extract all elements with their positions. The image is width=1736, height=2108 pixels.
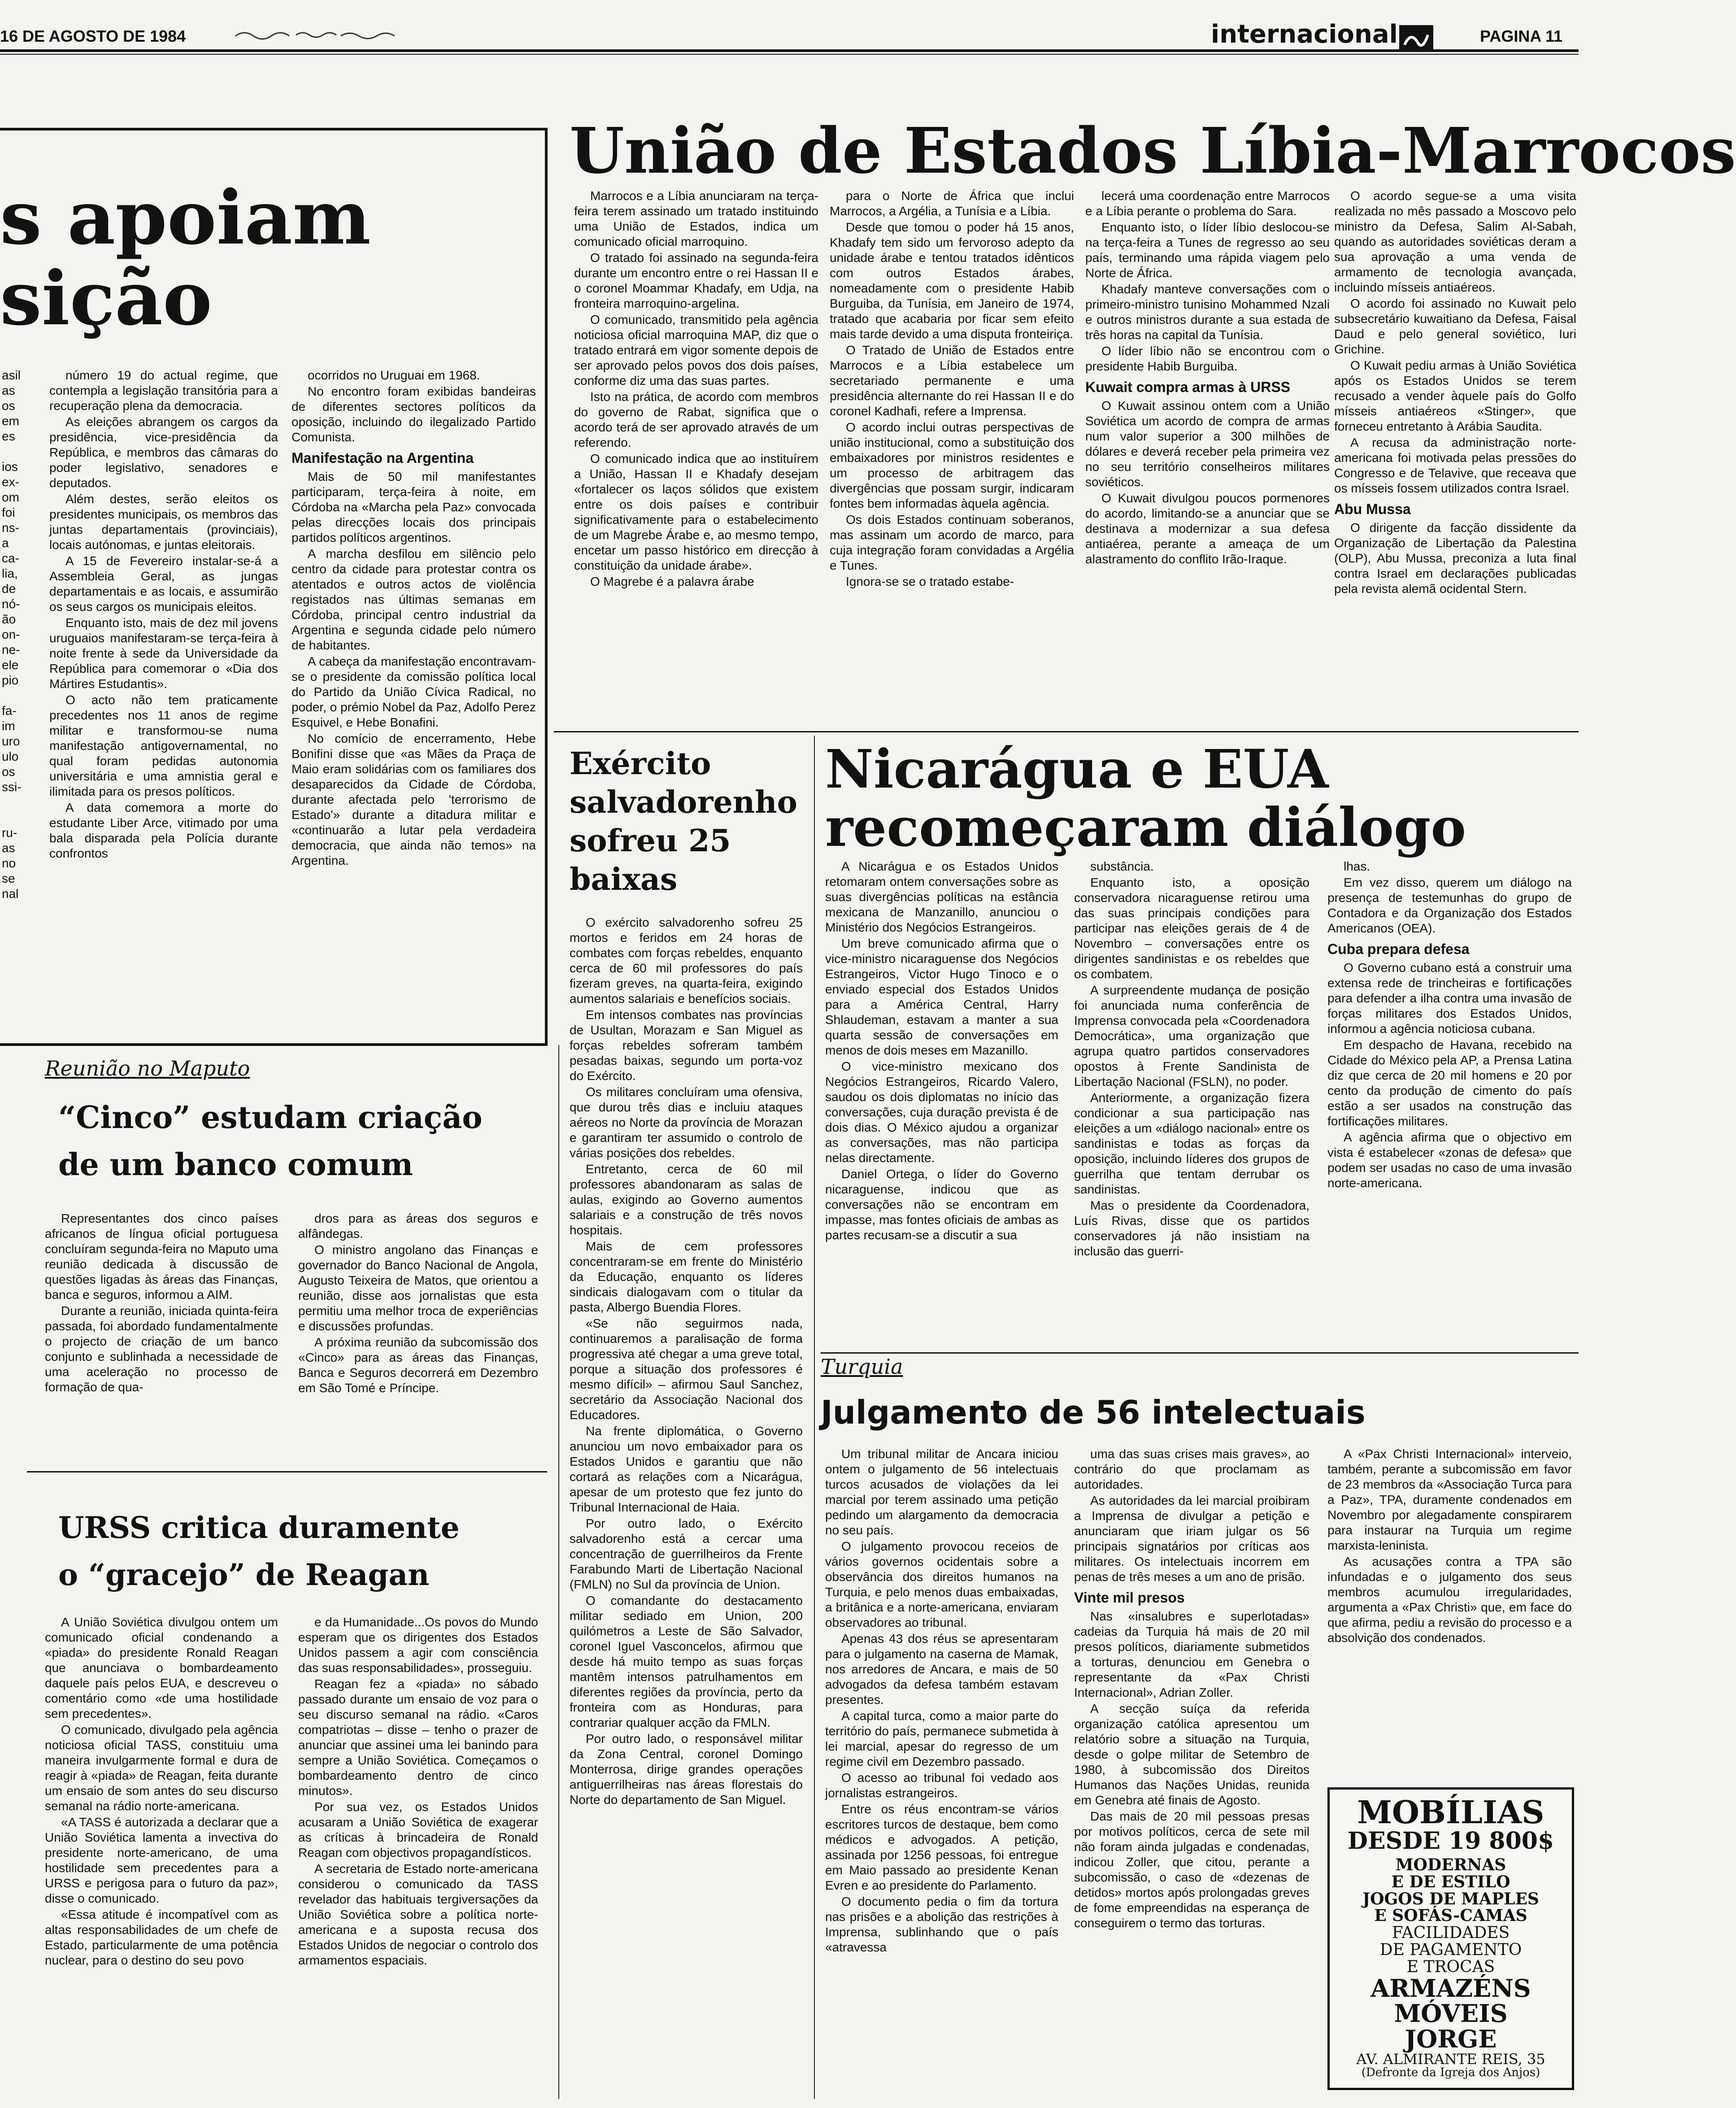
nicaragua-col2 [1074,859,1310,1348]
edge-fragment: foi [2,505,15,519]
ad-address-note: (Defronte da Igreja dos Anjos) [1361,2066,1540,2080]
paragraph: Entretanto, cerca de 60 mil professores abandonaram as salas de aulas, exigindo ao Governo aumentos salariais e a construção de três novos hospitais. [570,1162,803,1237]
turquia-kicker: Turquia [821,1355,903,1379]
paragraph: Além destes, serão eleitos os presidentes municipais, os membros das juntas departamentais (provinciais), locais autónomas, e juntas eleitorais. [49,492,278,552]
paragraph: A marcha desfilou em silêncio pelo centro da cidade para protestar contra os atentados e outros actos de violência registados nas últimas semanas em Córdoba, principal centro industrial da Argentina e segunda cidade pelo número de habitantes. [292,547,536,652]
edge-fragment: as [2,841,15,855]
paragraph: O comunicado indica que ao instituírem a União, Hassan II e Khadafy desejam «fortalecer os laços sólidos que existem entre os dois países e contribuir significativamente para o estabelecimento de um Magrebe Árabe e, ao mesmo tempo, encetar um passo histórico em direcção à constituição da unidade árabe». [574,452,818,572]
paragraph: Das mais de 20 mil pessoas presas por motivos políticos, cerca de sete mil não foram ainda julgadas e condenadas, indicou Zoller, que citou, perante a subcomissão, o caso de «dezenas de detidos» mortos após prolongadas greves de fome empreendidas na esperança de conseguirem o termo das torturas. [1074,1809,1310,1930]
paragraph: Os dois Estados continuam soberanos, mas assinam um acordo de marco, para cuja integração foram convidadas a Argélia e Tunes. [830,513,1074,572]
nicaragua-col3 [1327,859,1572,1348]
ad-price: DESDE 19 800$ [1347,1827,1554,1855]
header-scribble [233,26,426,42]
libya-headline: União de Estados Líbia-Marrocos [570,114,1736,188]
libya-col1 [574,188,818,731]
ad-line: DE PAGAMENTO [1379,1941,1522,1960]
paragraph: O julgamento provocou receios de vários governos ocidentais sobre a observância dos direitos humanos na Turquia, e pelo menos duas embaixadas, a britânica e a norte-americana, enviaram observadores ao tribunal. [825,1539,1058,1629]
edge-fragment: ulo [2,749,19,763]
maputo-col2 [298,1211,538,1462]
paragraph: Mais de 50 mil manifestantes participaram, terça-feira à noite, em Córdoba na «Marcha pela Paz» convocada pelas direcções locais dos principais partidos políticos argentinos. [292,470,536,544]
edge-fragment: asil [2,368,21,382]
ad-line: E SOFÁS-CAMAS [1374,1906,1527,1925]
left-headline-2: sição [0,255,213,342]
paragraph: Daniel Ortega, o líder do Governo nicaraguense, indicou que as conversações não se encontram em impasse, mas fontes oficiais de ambas as partes recusam-se a discutir a sua [825,1167,1058,1242]
left-headline-1: s apoiam [0,174,371,261]
subhead-abu-mussa: Abu Mussa [1334,501,1411,517]
paragraph: Khadafy manteve conversações com o primeiro-ministro tunisino Mohammed Nzali e outros ministros durante a sua estada de três horas na capital da Tunísia. [1085,282,1330,342]
ad-line: E TROCAS [1406,1957,1495,1976]
paragraph: Reagan fez a «piada» no sábado passado durante um ensaio de voz para o seu discurso semanal na rádio. «Caros compatriotas – disse – tenho o prazer de anunciar que assinei uma lei banindo para sempre a União Soviética. Começamos o bombardeamento dentro de cinco minutos». [298,1677,538,1798]
paragraph: Representantes dos cinco países africanos de língua oficial portuguesa concluíram segunda-feira no Maputo uma reunião dedicada à discussão de questões ligadas às áreas das Finanças, banca e seguros, informou a AIM. [45,1211,278,1302]
paragraph: Um tribunal militar de Ancara iniciou ontem o julgamento de 56 intelectuais turcos acusados de violações da lei marcial por terem assinado uma petição pedindo um alargamento da democracia no seu país. [825,1447,1058,1537]
ad-line: JOGOS DE MAPLES [1362,1889,1539,1908]
paragraph: A agência afirma que o objectivo em vista é estabelecer «zonas de defesa» que podem ser usadas no caso de uma invasão norte-americana. [1327,1130,1572,1190]
edge-fragment: nó- [2,597,20,611]
paragraph: No comício de encerramento, Hebe Bonifini disse que «as Mães da Praça de Maio eram solidárias com os familiares dos desaparecidos da Cidade de Córdoba, durante afectada pelo 'terrorismo de Estado'» durante a ditadura militar e «continuarão a lutar pela verdadeira democracia, que ainda não temos» na Argentina. [292,732,536,867]
edge-fragment [2,688,38,703]
edge-fragment: no [2,856,16,870]
paragraph: Por sua vez, os Estados Unidos acusaram a União Soviética de exagerar as críticas à brincadeira de Ronald Reagan com objectivos propagandísticos. [298,1800,538,1860]
paragraph: O líder líbio não se encontrou com o presidente Habib Burguiba. [1085,344,1330,373]
edge-fragment: lia, [2,566,18,580]
paragraph: Isto na prática, de acordo com membros do governo de Rabat, significa que o acordo terá de ser aprovado através de um referendo. [574,390,818,449]
paragraph: O acordo inclui outras perspectivas de união institucional, como a substituição dos embaixadores por ministros residentes e um processo de arbitragem das divergências que possam surgir, indicaram fontes bem informadas àquela agência. [830,420,1074,510]
edge-fragment: ele [2,658,19,672]
paragraph: Em despacho de Havana, recebido na Cidade do México pela AP, a Prensa Latina diz que cerca de 20 mil homens e 20 por cento da produção de cimento do país estão a ser usados na construção das fortificações militares. [1327,1038,1572,1128]
turquia-col1 [825,1446,1058,2101]
paragraph: O acesso ao tribunal foi vedado aos jornalistas estrangeiros. [825,1771,1058,1800]
paragraph: Marrocos e a Líbia anunciaram na terça-feira terem assinado um tratado instituindo uma União de Estados, indica um comunicado oficial marroquino. [574,189,818,248]
maputo-kicker: Reunião no Maputo [45,1056,250,1080]
edge-fragment: im [2,719,15,733]
furniture-advertisement [1327,1787,1574,2090]
paragraph: As eleições abrangem os cargos da presidência, vice-presidência da República, e membros das câmaras do poder legislativo, senadores e deputados. [49,415,278,490]
ad-store-name: JORGE [1405,2025,1497,2054]
subhead-kuwait: Kuwait compra armas à URSS [1085,379,1291,395]
ad-line: MODERNAS [1395,1855,1506,1875]
paragraph: Na frente diplomática, o Governo anunciou um novo embaixador para os Estados Unidos e garantiu que não cortará as relações com a Nicarágua, apesar de um protesto que fez junto do Tribunal Internacional de Haia. [570,1424,803,1514]
edge-fragment: ex- [2,475,19,489]
paragraph: Em intensos combates nas províncias de Usultan, Morazam e San Miguel as forças rebeldes sofreram também pesadas baixas, segundo um porta-voz do Exército. [570,1008,803,1083]
libya-col3 [1085,188,1330,731]
paragraph: Enquanto isto, a oposição conservadora nicaraguense retirou uma das suas principais condições para participar nas eleições gerais de 4 de Novembro – conversações entre os dirigentes sandinistas e os rebeldes que os combatem. [1074,875,1310,981]
paragraph: A surpreendente mudança de posição foi anunciada numa conferência de Imprensa convocada pela «Coordenadora Democrática», uma organização que agrupa quatro partidos conservadores opostos à Frente Sandinista de Libertação Nacional (FSLN), no poder. [1074,983,1310,1089]
nicaragua-col1 [825,859,1058,1348]
paragraph: A «Pax Christi Internacional» interveio, também, perante a subcomissão em favor de 23 membros da «Associação Turca para a Paz», TPA, duramente condenados em Novembro por alegadamente conspirarem para instaurar na Turquia um regime marxista-leninista. [1327,1447,1572,1552]
urss-col1 [45,1615,278,2104]
paragraph: A capital turca, como a maior parte do território do país, permanece submetida à lei marcial, apesar do regresso de um regime civil em Dezembro passado. [825,1709,1058,1768]
edge-fragment: ios [2,460,18,474]
libya-col2 [830,188,1074,731]
paragraph: e da Humanidade...Os povos do Mundo esperam que os dirigentes dos Estados Unidos passem a agir com consciência das suas responsabilidades», prosseguiu. [298,1615,538,1675]
paragraph: A 15 de Fevereiro instalar-se-á a Assembleia Geral, as jungas departamentais e as locais, e assumirão os seus cargos os municipais eleitos. [49,554,278,614]
paragraph: O comandante do destacamento militar sediado em Union, 200 quilómetros a Leste de São Salvador, coronel Iguel Vasconcelos, afirmou que desde há muito tempo as suas forças mantêm intensos patrulhamentos em diferentes regiões da província, perto da fronteira com as Honduras, para contrariar qualquer acção da FMLN. [570,1594,803,1729]
left-article-col1 [49,368,278,1014]
libya-bottom-rule [554,731,1579,732]
paragraph: Nas «insalubres e superlotadas» cadeias da Turquia há mais de 20 mil presos políticos, diariamente submetidos a torturas, denunciou em Genebra o representante da «Pax Christi Internacional», Adrian Zoller. [1074,1609,1310,1699]
paragraph: O vice-ministro mexicano dos Negócios Estrangeiros, Ricardo Valero, saudou os dois diplomatas no início das conversações, cuja duração prevista é de dois dias. O México ajudou a organizar as conversações, mas não participa nelas directamente. [825,1059,1058,1165]
paragraph: Enquanto isto, o líder líbio deslocou-se na terça-feira a Tunes de regresso ao seu país, terminando uma rápida viagem pelo Norte de África. [1085,220,1330,280]
nicaragua-headline-2: recomeçaram diálogo [825,796,1466,858]
urss-headline-2: o “gracejo” de Reagan [58,1557,430,1592]
ad-line: E DE ESTILO [1391,1872,1510,1891]
nicaragua-headline-1: Nicarágua e EUA [825,738,1329,800]
turquia-col2 [1074,1446,1310,2101]
maputo-bottom-rule [27,1471,547,1472]
urss-col2 [298,1615,538,2104]
edge-fragment: om [2,490,19,504]
paragraph: ocorridos no Uruguai em 1968. [308,368,480,382]
maputo-headline-2: de um banco comum [58,1147,413,1183]
paragraph: «Essa atitude é incompatível com as altas responsabilidades de um chefe de Estado, particularmente de uma potência nuclear, para o destino do seu povo [45,1908,278,1967]
paragraph: O comunicado, divulgado pela agência noticiosa oficial TASS, constituiu uma maneira invulgarmente formal e dura de reagir à «piada» de Reagan, feita durante um ensaio de som antes do seu discurso semanal na rádio norte-americana. [45,1723,278,1813]
paragraph: Por outro lado, o responsável militar da Zona Central, coronel Domingo Monterrosa, dirige grandes operações antiguerrilheiras nas áreas florestais do Norte do departamento de San Miguel. [570,1732,803,1807]
header-date: 16 DE AGOSTO DE 1984 [0,27,186,45]
paragraph: O Governo cubano está a construir uma extensa rede de trincheiras e fortificações para defender a ilha contra uma invasão de forças militares dos Estados Unidos, informou a agência noticiosa cubana. [1327,961,1572,1036]
paragraph: A próxima reunião da subcomissão dos «Cinco» para as áreas das Finanças, Banca e Seguros decorrerá em Dezembro em São Tomé e Príncipe. [298,1335,538,1395]
edge-fragment: pio [2,673,19,687]
edge-fragment: fa- [2,704,17,718]
section-title: internacional [1211,20,1398,49]
paragraph: A secção suíça da referida organização católica apresentou um relatório sobre a situação na Turquia, desde o golpe militar de Setembro de 1980, à subcomissão dos Direitos Humanos das Nações Unidas, reunida em Genebra até finais de Agosto. [1074,1702,1310,1807]
paragraph: A secretaria de Estado norte-americana considerou o comunicado da TASS revelador das habituais tergiversações da União Soviética sobre a política norte-americana e a suposta recusa dos Estados Unidos de negociar o controlo dos armamentos espaciais. [298,1862,538,1967]
edge-fragment [2,795,38,810]
paragraph: «A TASS é autorizada a declarar que a União Soviética lamenta a invectiva do presidente norte-americano, de uma hostilidade sem precedentes para a URSS e perigosa para o futuro da paz», disse o comunicado. [45,1815,278,1905]
ad-title: MOBÍLIAS [1357,1794,1545,1831]
urss-headline-1: URSS critica duramente [58,1510,460,1545]
salvador-divider [814,736,815,2099]
subhead-argentina: Manifestação na Argentina [292,450,474,466]
paragraph: O documento pedia o fim da tortura nas prisões e a abolição das restrições à Imprensa, sublinhando que o país «atravessa [825,1895,1058,1954]
maputo-col1 [45,1211,278,1462]
paragraph: O Magrebe é a palavra árabe [590,575,754,588]
paragraph: A data comemora a morte do estudante Liber Arce, vitimado por uma bala disparada pela Polícia durante confrontos [49,801,278,860]
paragraph: Durante a reunião, iniciada quinta-feira passada, foi abordado fundamentalmente o projecto de criação de um banco conjunto e sublinhada a necessidade de uma aceleração no processo de formação de qua- [45,1304,278,1394]
paragraph: «Se não seguirmos nada, continuaremos a paralisação de forma progressiva até chegar a uma greve total, porque a situação dos professores é mesmo difícil» – afirmou Saul Sanchez, secretário da Associação Nacional dos Educadores. [570,1316,803,1422]
libya-col4 [1334,188,1576,731]
paragraph: Enquanto isto, mais de dez mil jovens uruguaios manifestaram-se terça-feira à noite frente à sede da Universidade da República para comemorar o «Dia dos Mártires Estudantis». [49,616,278,691]
paragraph: Ignora-se se o tratado estabe- [846,575,1014,588]
paragraph: A cabeça da manifestação encontravam-se o presidente da comissão política local do Partido da União Cívica Radical, no poder, o prémio Nobel da Paz, Adolfo Perez Esquivel, e Hebe Bonafini. [292,654,536,729]
paragraph: substância. [1090,859,1154,873]
edge-fragment: de [2,582,16,596]
subhead-vinte-mil: Vinte mil presos [1074,1590,1185,1606]
edge-fragment: ne- [2,643,20,657]
header-rule [0,49,1579,52]
paragraph: A recusa da administração norte-americana foi motivada pelas pressões do Congresso e de Telavive, que receava que os mísseis fossem utilizados contra Israel. [1334,436,1576,495]
edge-fragment: es [2,429,15,443]
paragraph: A Nicarágua e os Estados Unidos retomaram ontem conversações sobre as suas divergências políticas na estância mexicana de Manzanillo, anunciou o Ministério dos Negócios Estrangeiros. [825,859,1058,934]
paragraph: Entre os réus encontram-se vários escritores turcos de destaque, bem como médicos e advogados. A petição, assinada por 1256 pessoas, foi entregue em Maio passado ao presidente Kenan Evren e ao presidente do Parlamento. [825,1802,1058,1892]
edge-fragment: nal [2,887,19,901]
ad-address: AV. ALMIRANTE REIS, 35 [1356,2050,1545,2068]
paragraph: dros para as áreas dos seguros e alfândegas. [298,1211,538,1241]
edge-fragment: ru- [2,826,17,840]
paragraph: O ministro angolano das Finanças e governador do Banco Nacional de Angola, Augusto Teixeira de Matos, que orientou a reunião, disse aos jornalistas que esta permitiu uma melhor troca de experiências e discussões profundas. [298,1243,538,1333]
edge-fragment [2,810,38,825]
paragraph: O Kuwait divulgou poucos pormenores do acordo, limitando-se a anunciar que se destinava a modernizar a sua defesa antiaérea, perante a ameaça de um alastramento do conflito Irão-Iraque. [1085,491,1330,566]
paragraph: Apenas 43 dos réus se apresentaram para o julgamento na caserna de Mamak, nos arredores de Ancara, e mais de 50 advogados da defesa também estavam presentes. [825,1632,1058,1707]
edge-fragment [2,444,38,459]
paragraph: lecerá uma coordenação entre Marrocos e a Líbia perante o problema do Sara. [1085,189,1330,218]
edge-fragment: ns- [2,521,19,535]
paragraph: O Tratado de União de Estados entre Marrocos e a Líbia estabelece um secretariado permanente e uma presidência alternante do rei Hassan II e do coronel Kadhafi, refere a Imprensa. [830,343,1074,418]
edge-fragment: os [2,765,15,779]
paragraph: O comunicado, transmitido pela agência noticiosa oficial marroquina MAP, diz que o tratado entrará em vigor somente depois de ser aprovado pelos povos dos dois países, conforme diz uma das suas partes. [574,313,818,388]
left-article-col2 [292,368,536,1014]
paragraph: O tratado foi assinado na segunda-feira durante um encontro entre o rei Hassan II e o coronel Moammar Khadafy, em Udja, na fronteira marroquino-argelina. [574,251,818,310]
paragraph: O Kuwait pediu armas à União Soviética após os Estados Unidos se terem recusado a vender àquele país do Golfo mísseis antiaéreos «Stinger», que forneceu entretanto à Arábia Saudita. [1334,358,1576,433]
paragraph: No encontro foram exibidas bandeiras de diferentes sectores políticos da oposição, incluindo do ilegalizado Partido Comunista. [292,384,536,444]
ad-line: FACILIDADES [1392,1924,1510,1942]
salvador-headline: Exército salvadorenho sofreu 25 baixas [570,746,797,897]
salvador-body [570,915,803,2099]
edge-fragment: on- [2,627,20,641]
turquia-col3 [1327,1446,1572,1787]
paragraph: O dirigente da facção dissidente da Organização de Libertação da Palestina (OLP), Abu Mussa, preconiza a luta final contra Israel em declarações publicadas pela revista alemã ocidental Stern. [1334,521,1576,596]
paragraph: Um breve comunicado afirma que o vice-ministro nicaraguense dos Negócios Estrangeiros, Victor Hugo Tinoco e o enviado especial dos Estados Unidos para a América Central, Harry Shlaudeman, estavam a manter a sua quarta sessão de conversações em menos de dois meses em Mazanillo. [825,936,1058,1057]
paragraph: O Kuwait assinou ontem com a União Soviética um acordo de compra de armas num valor superior a 300 milhões de dólares e deverá receber pela primeira vez no seu território conselheiros militares soviéticos. [1085,399,1330,489]
left-column-divider [558,1045,559,2099]
edge-fragment: em [2,414,19,428]
paragraph: Desde que tomou o poder há 15 anos, Khadafy tem sido um fervoroso adepto da unidade árabe e tentou tratados idênticos com outros Estados árabes, nomeadamente com o presidente Habib Burguiba, da Tunísia, em Janeiro de 1974, tratado que acabaria por ficar sem efeito mais tarde devido a uma disputa fronteiriça. [830,220,1074,341]
paragraph: As acusações contra a TPA são infundadas e o julgamento dos seus membros acumulou irregularidades, argumenta a «Pax Christi» que, em face do que afirma, pediu a revisão do processo e a absolvição dos condenados. [1327,1555,1572,1645]
edge-fragment: a [2,536,9,550]
paragraph: O exército salvadorenho sofreu 25 mortos e feridos em 24 horas de combates com forças rebeldes, enquanto cerca de 60 mil professores do país fizeram greves, na quarta-feira, exigindo aumentos salariais e benefícios sociais. [570,915,803,1006]
edge-fragment: uro [2,734,20,748]
paragraph: Anteriormente, a organização fizera condicionar a sua participação nas eleições a um «diálogo nacional» entre os sandinistas e todas as forças da oposição, incluindo líderes dos grupos de guerrilha que tentam derrubar os sandinistas. [1074,1091,1310,1196]
paragraph: número 19 do actual regime, que contempla a legislação transitória para a recuperação plena da democracia. [49,368,278,413]
paragraph: Mas o presidente da Coordenadora, Luís Rivas, disse que os partidos conservadores já não insistiam na inclusão das guerri- [1074,1198,1310,1258]
page-number: PAGINA 11 [1480,27,1563,45]
subhead-cuba: Cuba prepara defesa [1327,941,1470,957]
ad-store-name: ARMAZÉNS [1371,1973,1531,2003]
paragraph: Em vez disso, querem um diálogo na presença de testemunhas do grupo de Contadora e da Organização dos Estados Americanos (OEA). [1327,875,1572,935]
paragraph: uma das suas crises mais graves», ao contrário do que proclamam as autoridades. [1074,1447,1310,1491]
maputo-headline-1: “Cinco” estudam criação [58,1100,483,1136]
edge-fragment: as [2,383,15,397]
edge-fragment: ca- [2,551,19,565]
edge-fragment: os [2,399,15,413]
paragraph: O acordo foi assinado no Kuwait pelo subsecretário kuwaitiano da Defesa, Faisal Daud e pelo general soviético, Iuri Grichine. [1334,296,1576,356]
paragraph: Por outro lado, o Exército salvadorenho está a cercar uma concentração de guerrilheiros da Frente Farabundo Marti de Libertação Nacional (FMLN) no Sul da província de Union. [570,1516,803,1591]
edge-fragment: se [2,871,15,885]
paragraph: para o Norte de África que inclui Marrocos, a Argélia, a Tunísia e a Líbia. [830,189,1074,218]
paragraph: Mais de cem professores concentraram-se em frente do Ministério da Educação, enquanto os líderes sindicais dialogavam com o titular da pasta, Albergo Buendia Flores. [570,1239,803,1314]
turquia-headline: Julgamento de 56 intelectuais [821,1394,1366,1431]
nicaragua-bottom-rule [821,1352,1579,1354]
paragraph: A União Soviética divulgou ontem um comunicado oficial condenando a «piada» do presidente Ronald Reagan que anunciava o bombardeamento daquele país pelos EUA, e descreveu o comentário como «de uma hostilidade sem precedentes». [45,1615,278,1720]
paragraph: O acordo segue-se a uma visita realizada no mês passado a Moscovo pelo ministro da Defesa, Salim Al-Sabah, quando as autoridades soviéticas deram a sua aprovação a uma venda de armamento de tecnologia avançada, incluindo mísseis antiaéreos. [1334,189,1576,294]
paragraph: O acto não tem praticamente precedentes nos 11 anos de regime militar e transformou-se numa manifestação antigovernamental, no qual foram pedidas autonomia universitária e uma amnistia geral e ilimitada para os presos políticos. [49,693,278,798]
edge-fragment: ão [2,612,16,626]
edge-fragment: ssi- [2,780,22,794]
paragraph: Os militares concluíram uma ofensiva, que durou três dias e incluiu ataques aéreos no Norte da província de Morazan e garantiram ter assumido o controlo de várias posições dos rebeldes. [570,1085,803,1160]
header-rule-thin [0,54,1579,55]
left-edge-fragments [2,368,38,1014]
paragraph: As autoridades da lei marcial proibiram a Imprensa de divulgar a petição e anunciaram que iriam julgar os 56 principais signatários por críticas aos militares. Os intelectuais incorrem em penas de três meses a um ano de prisão. [1074,1494,1310,1584]
paragraph: lhas. [1344,859,1371,873]
ad-store-name: MÓVEIS [1394,1999,1508,2028]
